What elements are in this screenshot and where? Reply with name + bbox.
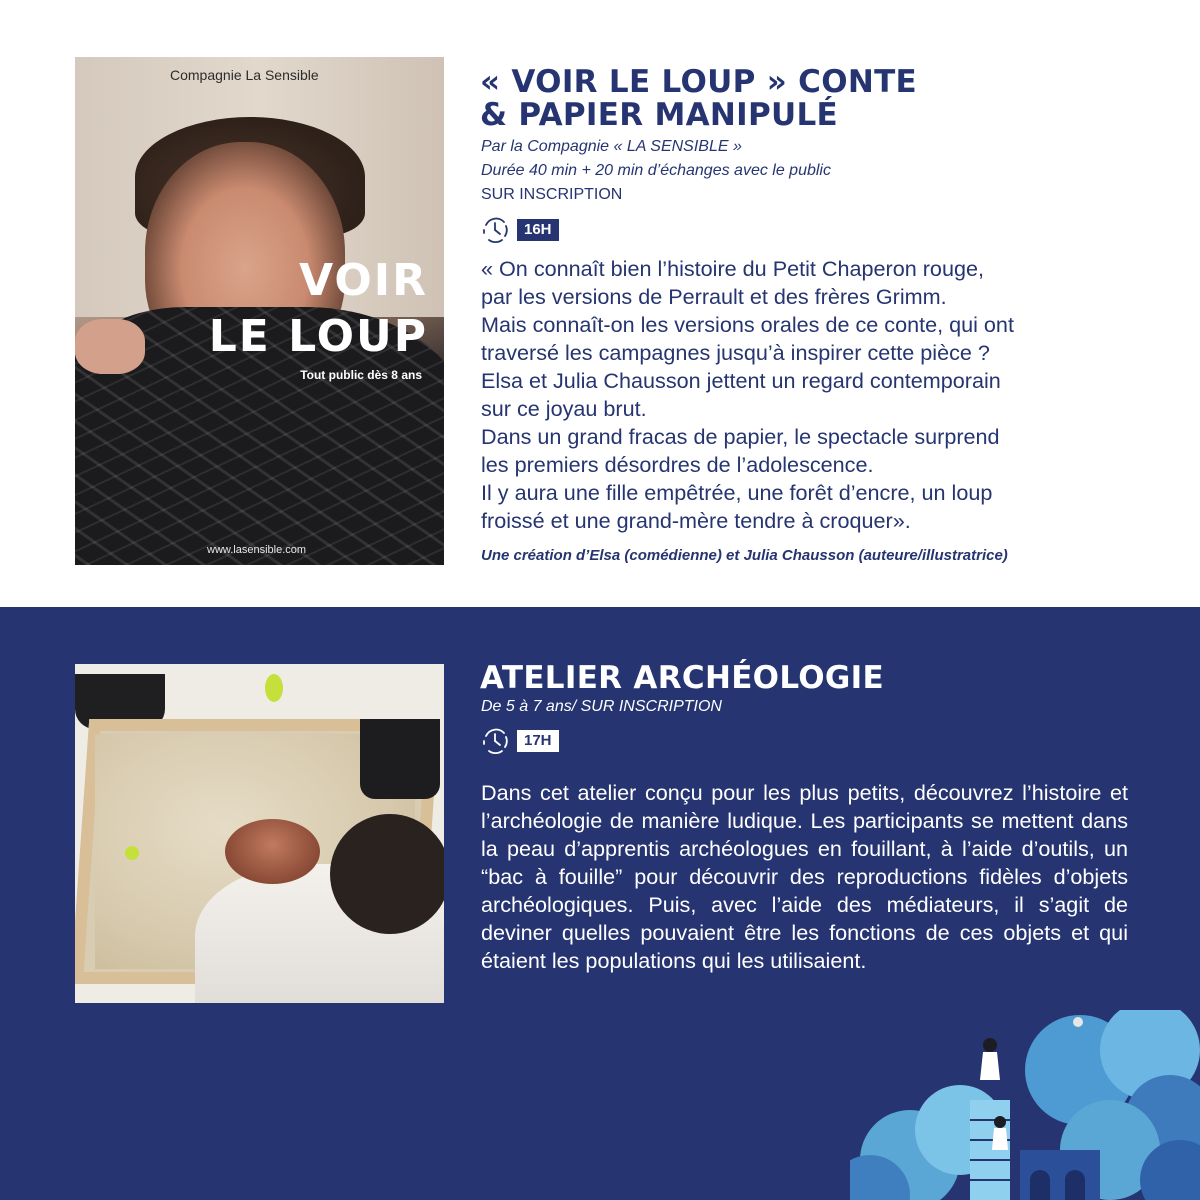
description-line: Dans un grand fracas de papier, le spectacle surprend: [481, 424, 1000, 449]
event2-description: Dans cet atelier conçu pour les plus petits, découvrez l’histoire et l’archéologie de manière ludique. Les participants se mettent dans la peau d’apprentis archéologues en fouillant, à l’aide d’outils, un “bac à fouille” pour découvrir des reproductions fidèles d’objets archéologiques. Puis, avec l’aide des médiateurs, il s’agit de deviner quelles pouvaient être les fonctions de ces objets et qui étaient les populations qui les utilisaient.: [481, 780, 1128, 973]
event1-description: [481, 255, 1123, 535]
description-line: sur ce joyau brut.: [481, 396, 647, 421]
poster-image: [75, 57, 444, 565]
poster-title-line1: VOIR: [299, 255, 428, 306]
poster-audience: Tout public dès 8 ans: [300, 368, 422, 382]
archaeology-photo: [75, 664, 444, 1003]
event1-title-line2: & PAPIER MANIPULÉ: [480, 97, 839, 133]
clock-icon: [481, 216, 509, 244]
description-line: Il y aura une fille empêtrée, une forêt d’encre, un loup: [481, 480, 993, 505]
event2-time: [481, 727, 559, 755]
event2-title: ATELIER ARCHÉOLOGIE: [480, 660, 884, 696]
description-line: les premiers désordres de l’adolescence.: [481, 452, 874, 477]
photo-bucket: [360, 719, 440, 799]
photo-toy: [125, 846, 139, 860]
poster-hand: [75, 319, 145, 374]
event1-time: [481, 216, 559, 244]
event1-by: Par la Compagnie « LA SENSIBLE »: [481, 138, 742, 155]
illustration-trees-decoration: [850, 1010, 1200, 1200]
event1-registration: SUR INSCRIPTION: [481, 186, 623, 203]
photo-bowl: [225, 819, 320, 884]
photo-child-head: [330, 814, 444, 934]
description-line: « On connaît bien l’histoire du Petit Chaperon rouge,: [481, 256, 984, 281]
event1-details: [481, 135, 831, 207]
description-line: Mais connaît-on les versions orales de ce conte, qui ont: [481, 312, 1014, 337]
event1-title-line1: « VOIR LE LOUP » CONTE: [480, 64, 918, 100]
description-line: Elsa et Julia Chausson jettent un regard contemporain: [481, 368, 1001, 393]
event1-credit: Une création d’Elsa (comédienne) et Julia Chausson (auteure/illustratrice): [481, 547, 1008, 564]
poster-url: www.lasensible.com: [207, 544, 307, 556]
poster-company: Compagnie La Sensible: [170, 67, 319, 83]
event2-time-badge: 17H: [517, 730, 559, 752]
description-line: traversé les campagnes jusqu’à inspirer cette pièce ?: [481, 340, 990, 365]
event1-duration: Durée 40 min + 20 min d’échanges avec le public: [481, 162, 831, 179]
description-line: froissé et une grand-mère tendre à croquer».: [481, 508, 911, 533]
event1-time-badge: 16H: [517, 219, 559, 241]
clock-icon: [481, 727, 509, 755]
poster-title: [209, 253, 428, 365]
poster-title-line2: LE LOUP: [208, 311, 428, 362]
event-section-atelier-archeologie: [0, 607, 1200, 1200]
description-line: par les versions de Perrault et des frères Grimm.: [481, 284, 947, 309]
event2-age-registration: De 5 à 7 ans/ SUR INSCRIPTION: [481, 698, 722, 715]
event1-title: [480, 66, 917, 132]
photo-shovel: [265, 674, 283, 702]
